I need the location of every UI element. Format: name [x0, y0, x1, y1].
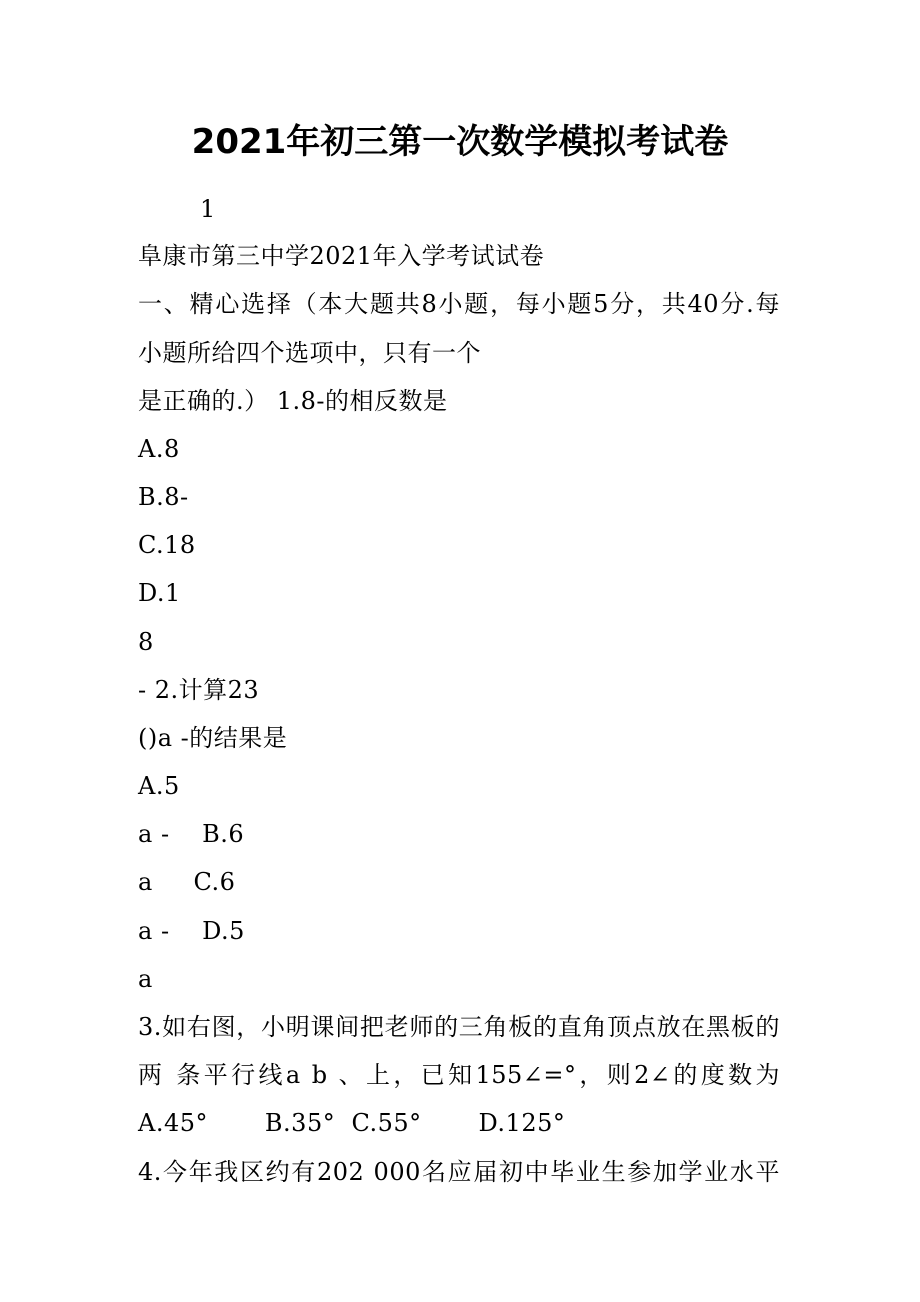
q2-option-c: a C.6	[138, 868, 236, 896]
section-instructions-cont: 小题所给四个选项中，只有一个	[138, 339, 481, 367]
question-3-cont: 两 条平行线a b 、上，已知155∠=°，则2∠的度数为	[138, 1061, 780, 1089]
question-4: 4.今年我区约有202 000名应届初中毕业生参加学业水平	[138, 1158, 780, 1186]
q2-option-d: a - D.5	[138, 917, 245, 945]
q1-option-d-cont: 8	[138, 628, 154, 656]
q3-options: A.45° B.35° C.55° D.125°	[138, 1109, 566, 1137]
section-instructions: 一、精心选择（本大题共8小题，每小题5分，共40分.每	[138, 290, 780, 318]
question-1: 是正确的.） 1.8-的相反数是	[138, 387, 448, 415]
q1-option-a: A.8	[138, 435, 180, 463]
q2-option-a: A.5	[138, 772, 180, 800]
q1-option-d: D.1	[138, 579, 181, 607]
question-2-cont: ()a -的结果是	[138, 724, 288, 752]
question-3: 3.如右图，小明课间把老师的三角板的直角顶点放在黑板的	[138, 1013, 780, 1041]
q1-option-b: B.8-	[138, 483, 189, 511]
question-2: - 2.计算23	[138, 676, 260, 704]
page-title: 2021年初三第一次数学模拟考试卷	[191, 122, 729, 162]
page-number: 1	[200, 195, 216, 223]
q1-option-c: C.18	[138, 531, 196, 559]
school-heading: 阜康市第三中学2021年入学考试试卷	[138, 242, 545, 270]
q2-option-d-cont: a	[138, 965, 153, 993]
q2-option-b: a - B.6	[138, 820, 245, 848]
